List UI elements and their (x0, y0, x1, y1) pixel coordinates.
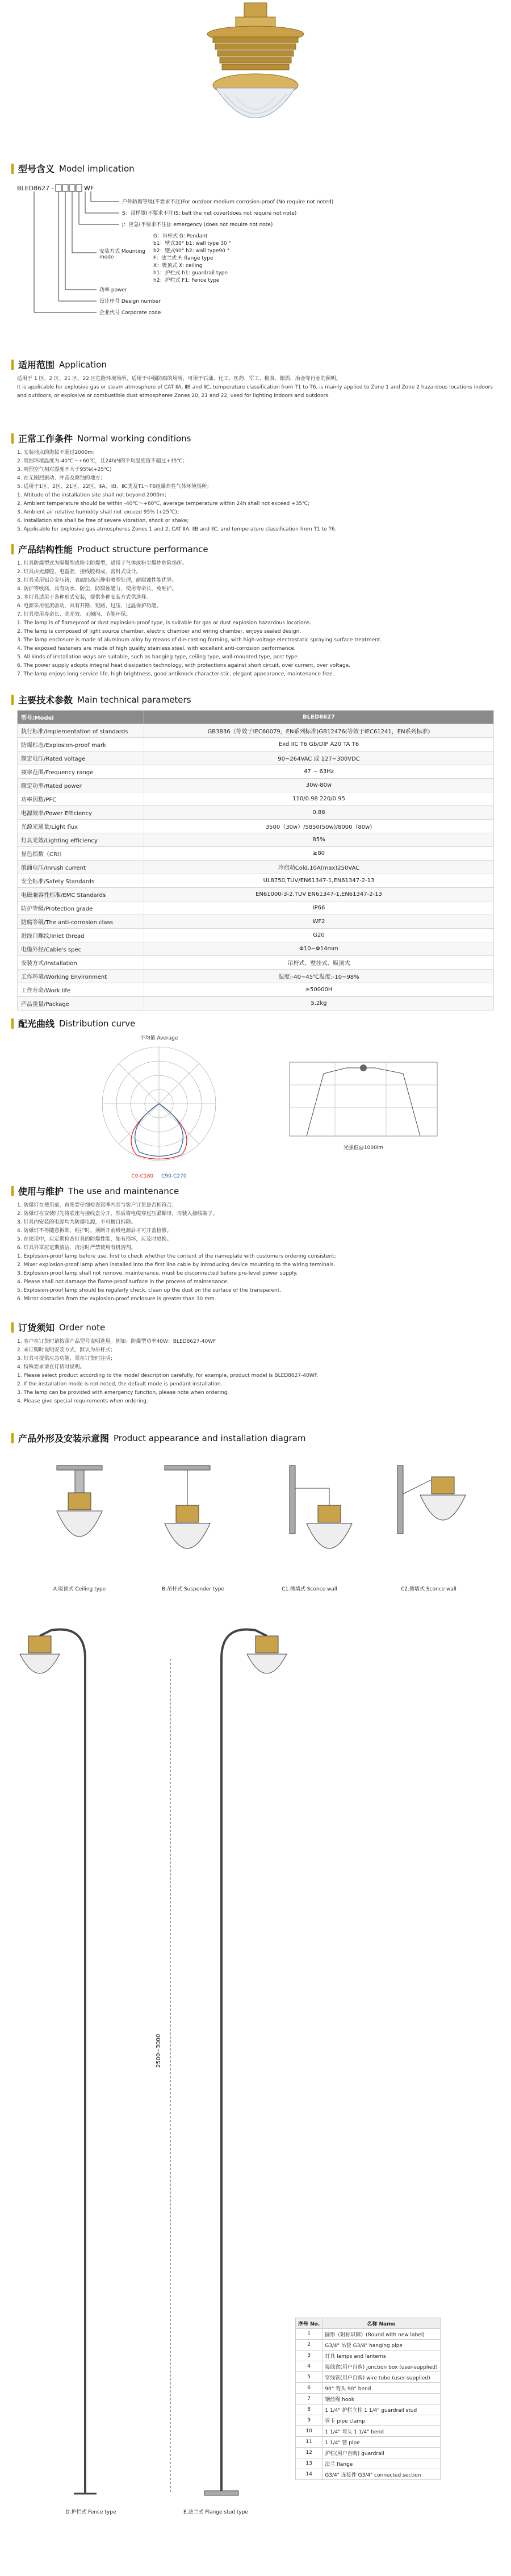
paragraph-line: 1. Please select product according to the model description carefully, for example, product model is BLED8627-40WF. (17, 1373, 319, 1379)
paragraph-line: 4. 防爆灯不得随意拆卸，维护时，须断开前级电源后才可开盖检修。 (17, 1228, 172, 1234)
table-row: 7 钢丝绳 hook (296, 2394, 441, 2404)
paragraph-line: 2. 灯具由光源腔、电器腔、接线腔构成，密封式设计。 (17, 569, 141, 575)
code-line-1: 户外防腐等级(不要求不注)For outdoor medium corrosion-proof (No require not noted) (122, 199, 334, 205)
paragraph-line: 2. Ambient temperature should be within -40℃～+60℃, average temperature within 24h shall not exceed +35℃; (17, 501, 310, 507)
table-row: 14 G3/4" 连接件 G3/4" connected section (296, 2469, 441, 2480)
paragraph-line: 7. 灯具使用寿命长、高光效、无频闪、节能环保。 (17, 612, 131, 617)
mount-item: b1：壁式30° b1: wall type 30 ° (153, 241, 232, 247)
table-row: 4 接线盒(用户自购) junction box (user-supplied) (296, 2361, 441, 2372)
table-row: 12 护栏(用户自购) guardrail (296, 2448, 441, 2458)
mount-item: h2：护栏式 F1: Fence type (153, 278, 220, 283)
paragraph-line: 1. 灯具防爆型式为隔爆型或粉尘防爆型，适用于气体或粉尘爆炸危险场所。 (17, 561, 187, 566)
svg-text:2500~3000: 2500~3000 (156, 2034, 162, 2068)
paragraph-line: 5. 本灯具适用于各种形式安装，提供多种安装方式供选择。 (17, 595, 152, 600)
table-row: 工作环境/Working Environment 温度:-40~45℃温度:-10~98% (18, 970, 494, 983)
svg-text:WF: WF (84, 185, 94, 192)
paragraph-line: 3. Explosion-proof lamp shall not remove, maintenance, must be disconnected before pre-level power supply. (17, 1271, 298, 1276)
table-row: 10 1 1/4" 弯头 1 1/4" bend (296, 2426, 441, 2437)
paragraph-line: 3. Ambient air relative humidity shall not exceed 95% (+25℃); (17, 510, 179, 515)
paragraph-line: 3. 周围空气相对湿度不大于95%(+25℃) (17, 467, 112, 473)
paragraph-line: 3. The lamp enclosure is made of aluminum alloy by means of die-casting forming, with high-voltage electrostatic spraying surface treatment. (17, 637, 382, 643)
paragraph-line: 2. If the installation mode is not noted, the default mode is pendant installation. (17, 1381, 223, 1387)
paragraph-line: 2. The lamp is composed of light source chamber, electric chamber and wiring chamber, enjoys sealed design. (17, 629, 301, 634)
table-row: 电磁兼容性标准/EMC Standards EN61000-3-2,TUV EN61347-1,EN61347-2-13 (18, 888, 494, 901)
working-text (17, 449, 494, 534)
table-row: 安全标准/Safety Standards UL8750,TUV/EN61347-1,EN61347-2-13 (18, 874, 494, 888)
table-row: 防爆标志/Explosion-proof mark Exd IIC T6 Gb/DIP A20 TA T6 (18, 738, 494, 751)
paragraph-line: 1. 防爆灯在使用前，首先要仔细检查铭牌内容与客户订货是否相符合； (17, 1203, 177, 1208)
code-line-7: 企业代号 Corporate code (99, 310, 161, 316)
table-row: 11 1 1/4" 管 pipe (296, 2437, 441, 2448)
application-text (17, 375, 494, 400)
mount-item: G：吊杆式 G: Pendant (153, 233, 208, 239)
table-row: 光源光通量/Light flux 3500（30w）/5850(50w)/8000（80w) (18, 820, 494, 833)
table-row: 执行标准/Implementation of standards GB3836（等效于IEC60079，EN系列标准)GB12476(等效于IEC61241，EN系列标准) (18, 724, 494, 738)
paragraph-line: 5. 适用于1区、2区、21区、22区，ⅡA、ⅡB、ⅡC类及T1～T6组爆炸性气体环境场所； (17, 484, 212, 490)
illuminance-diagram-icon (284, 1057, 443, 1142)
paragraph-line: 5. Explosion-proof lamp should be regularly check, clean up the dust on the surface of the transparent. (17, 1288, 282, 1293)
paragraph-line: 6. 灯具外罩应定期清洁，清洁时严禁使用有机溶剂。 (17, 1245, 136, 1251)
code-line-2: S：带样罩(不要求不注)S: belt the net cover(does not require not note) (122, 211, 297, 216)
table-row: 2 G3/4" 吊管 G3/4" hanging pipe (296, 2340, 441, 2350)
code-line-4: 安装方式 Mounting mode (99, 249, 145, 260)
paragraph-line: 1. Explosion-proof lamp before use, first to check whether the content of the nameplate with customers ordering consistent; (17, 1254, 336, 1259)
paragraph-line: 5. 在使用中，应定期检查灯具的防爆性能，如有损坏，应及时更换。 (17, 1237, 172, 1242)
table-row: 6 90° 弯头 90° bend (296, 2383, 441, 2394)
table-row: 9 管卡 pipe clamp (296, 2415, 441, 2426)
paragraph-line: 1. The lamp is of flameproof or dust explosion-proof type, is suitable for gas or dust explosion hazardous locations. (17, 620, 312, 626)
paragraph-line: 2. 防爆灯在安装时先将底座与接线盒分开，然后将电缆穿过压紧螺母，再装入接线端子。 (17, 1211, 218, 1217)
table-row: 显色指数（CRI） ≥80 (18, 847, 494, 861)
table-row: 防腐等级/The anti-corrosion class WF2 (18, 915, 494, 929)
paragraph-line: 2. 周围环境温度为-40℃～+60℃，且24h内的平均温度值不超过+35℃； (17, 458, 188, 464)
paragraph-line: 适用于 1 区、2 区、21 区、22 区危险环境场所，适用于中强防腐的场所，可用于石油、化工、医药、军工、粮食、酿酒、冶金等行业的照明。 (17, 376, 341, 382)
paragraph-line: 3. 灯具采用铝合金压铸，表面经高压静电喷塑处理，耐腐蚀性能优异。 (17, 578, 177, 583)
lamp-product-icon (196, 0, 315, 145)
table-row: 13 法兰 flange (296, 2458, 441, 2469)
polar-curve: 平均值 Average C0-C180 C90-C270 (85, 1034, 233, 1170)
paragraph-line: 6. 电源采用恒流驱动，具有开路、短路、过压、过温保护功能。 (17, 603, 162, 609)
illuminance-chart: 光强值@1000lm (284, 1057, 443, 1153)
application-section-title: 适用范围 Application (11, 358, 107, 371)
mount-item: X：吸顶式 X: ceiling (153, 263, 203, 269)
paragraph-line: 1. 客户在订货时请按照产品型号说明选用。例如：防爆型功率40W：BLED8627-40WF (17, 1339, 216, 1345)
code-line-3: J：应急(不要求不注)J: emergency (does not require not note) (122, 222, 273, 228)
paragraph-line: 6. Mirror obstacles from the explosion-proof enclosure is greater than 30 mm. (17, 1296, 216, 1302)
table-row: 产品重量/Package 5.2kg (18, 997, 494, 1011)
install-captions: A.吸顶式 Ceiling type B.吊杆式 Suspender type C1.侧墙式 Sconce wall C2.侧墙式 Sconce wall (53, 1586, 456, 1592)
code-line-6: 设计序号 Design number (99, 299, 161, 304)
paragraph-line: 3. The lamp can be provided with emergency function, please note when ordering. (17, 1390, 229, 1396)
hero-image (0, 0, 511, 148)
paragraph-line: 6. The power supply adopts integral heat dissipation technology, with protections against short circuit, over current, over voltage. (17, 663, 350, 669)
table-row: 1 圆形（附标识牌）(Round with new label) (296, 2329, 441, 2340)
table-row: 功率因数/PFC 110/0.98 220/0.95 (18, 792, 494, 806)
pole-diagrams (17, 1613, 301, 2550)
polar-diagram-icon (85, 1041, 233, 1172)
paragraph-line: 4. The exposed fasteners are made of high quality stainless steel, with excellent anti-corrosion performance. (17, 646, 296, 652)
table-row: 额定功率/Rated power 30w-80w (18, 779, 494, 792)
curve-section-title: 配光曲线 Distribution curve (11, 1017, 135, 1030)
table-row: 电缆外径/Cable's spec Φ10~Φ14mm (18, 942, 494, 956)
table-row: 工作寿命/Work life ≥50000H (18, 983, 494, 997)
paragraph-line: 1. Altitude of the installation site shall not beyond 2000m; (17, 492, 166, 498)
paragraph-line: 4. Please give special requirements when ordering. (17, 1398, 148, 1404)
parts-table: 序号 No. 名称 Name 1 圆形（附标识牌）(Round with new label) 2 G3/4" 吊管 G3/4" hanging pipe 3 灯具 lamps and lanterns 4 接线盒(用户自购) junction box (user-supplied) 5 穿线管(用户自购) wire tube (user-supplied) 6 90° 弯头 90° bend 7 钢丝绳 hook 8 1 1/4" 护栏立柱 1 1/4" guardrail stud 9 管卡 pipe clamp 10 1 1/4" 弯头 1 1/4" bend 11 1 1/4" 管 pipe 12 护栏(用户自购) guardrail 13 法兰 flange 14 G3/4" 连接件 G3/4" connected section (295, 2318, 441, 2480)
mount-item: b2：壁式90° b2: wall type90 ° (153, 248, 230, 254)
paragraph-line: 4. 防护等级高，具有防水、防尘、防腐蚀能力，使用寿命长，免维护。 (17, 586, 177, 592)
parts-table-wrap (295, 2318, 441, 2480)
mount-item: h1：护栏式 h1: guardrail type (153, 270, 228, 276)
paragraph-line: 2. 未订购时说明安装方式，默认为吊杆式； (17, 1347, 116, 1353)
table-row: 频率范围/Frequency range 47 ~ 63Hz (18, 765, 494, 779)
model-code-diagram (17, 179, 494, 344)
structure-section-title: 产品结构性能 Product structure performance (11, 542, 208, 556)
maintenance-text (17, 1201, 494, 1304)
model-section-title: 型号含义 Model implication (11, 162, 135, 175)
table-row: 5 穿线管(用户自购) wire tube (user-supplied) (296, 2372, 441, 2383)
technical-section-title: 主要技术参数 Main technical parameters (11, 693, 191, 706)
install-section-title: 产品外形及安装示意图 Product appearance and installation diagram (11, 1431, 305, 1444)
paragraph-line: 4. Installation site shall be free of severe vibration, shock or shake; (17, 518, 189, 524)
pole-captions: D.护栏式 Fence type E.法兰式 Flange stud type (65, 2510, 249, 2515)
table-row: 3 灯具 lamps and lanterns (296, 2350, 441, 2361)
paragraph-line: It is applicable for explosive gas or steam atmosphere of CAT ⅡA, ⅡB and ⅡC, temperature classification from T1 to T6, is mainly applied to Zone 1 and Zone 2 hazardous locations indoors and outdoors, or explosive or combustible dust atmospheres Zones 20, 21 and 22, used for lighting indoors and outdoors. (17, 385, 493, 399)
order-section-title: 订货须知 Order note (11, 1321, 105, 1334)
spec-table: 型号/Model BLED8627 执行标准/Implementation of standards GB3836（等效于IEC60079，EN系列标准)GB12476(等效于IEC61241，EN系列标准) 防爆标志/Explosion-proof mark Exd IIC T6 Gb/DIP A20 TA T6 额定电压/Rated voltage 90~264VAC 或 127~300VDC 频率范围/Frequency range 47 ~ 63Hz 额定功率/Rated power 30w-80w 功率因数/PFC 110/0.98 220/0.95 电源效率/Power Efficiency 0.88 光源光通量/Light flux 3500（30w）/5850(50w)/8000（80w) 灯具光效/Lighting efficiency 85% 显色指数（CRI） ≥80 浪涌电压/Inrush current 冷启动Cold,10A(max)250VAC 安全标准/Safety Standards UL8750,TUV/EN61347-1,EN61347-2-13 电磁兼容性标准/EMC Standards EN61000-3-2,TUV EN61347-1,EN61347-2-13 防护等级/Protection grade IP66 防腐等级/The anti-corrosion class WF2 进线口螺纹/Inlet thread G20 电缆外径/Cable's spec Φ10~Φ14mm 安装方式/Installation 吊杆式、壁挂式、吸顶式 工作环境/Working Environment 温度:-40~45℃温度:-10~98% 工作寿命/Work life ≥50000H 产品重量/Package 5.2kg (17, 710, 494, 1011)
paragraph-line: 1. 安装地点的海拔不超过2000m； (17, 450, 98, 456)
svg-text:BLED8627 -: BLED8627 - (17, 185, 54, 192)
paragraph-line: 3. 灯具内安装的电源均为防爆电源，不可擅自拆除。 (17, 1220, 136, 1225)
paragraph-line: 5. All kinds of installation ways are suitable, such as hanging type, ceiling type, wall-mounted type, post type. (17, 654, 299, 660)
working-section-title: 正常工作条件 Normal working conditions (11, 432, 191, 445)
paragraph-line: 4. 特殊要求请在订货时说明。 (17, 1364, 85, 1370)
code-line-5: 功率 power (99, 287, 127, 293)
order-text (17, 1338, 494, 1406)
table-row: 额定电压/Rated voltage 90~264VAC 或 127~300VDC (18, 751, 494, 765)
paragraph-line: 4. Please shall not damage the flame-proof surface in the process of maintenance. (17, 1279, 229, 1285)
mount-item: F：法兰式 F: flange type (153, 256, 213, 261)
structure-text (17, 560, 494, 679)
maintenance-section-title: 使用与维护 The use and maintenance (11, 1184, 179, 1197)
spec-table-wrap (17, 710, 494, 1011)
paragraph-line: 4. 在无剧烈振动、冲击及腐蚀的地方； (17, 475, 106, 481)
table-row: 灯具光效/Lighting efficiency 85% (18, 833, 494, 847)
table-row: 安装方式/Installation 吊杆式、壁挂式、吸顶式 (18, 956, 494, 970)
table-row: 防护等级/Protection grade IP66 (18, 901, 494, 915)
table-row: 浪涌电压/Inrush current 冷启动Cold,10A(max)250VAC (18, 861, 494, 874)
table-row: 进线口螺纹/Inlet thread G20 (18, 929, 494, 942)
table-row: 8 1 1/4" 护栏立柱 1 1/4" guardrail stud (296, 2404, 441, 2415)
paragraph-line: 2. Mixer explosion-proof lamp when installed into the first line cable by introducing device mounting to the wiring terminals. (17, 1262, 336, 1268)
paragraph-line: 7. The lamp enjoys long service life, high brightness, good antiknock characteristic, elegant appearance, maintenance free. (17, 671, 334, 677)
paragraph-line: 3. 灯具可提供应急功能，需在订货时注明； (17, 1356, 116, 1362)
paragraph-line: 5. Applicable for explosive gas atmospheres Zones 1 and 2, CAT ⅡA, ⅡB and ⅡC, and temperature classification from T1 to T6. (17, 527, 337, 532)
mount-list (153, 233, 231, 285)
table-row: 电源效率/Power Efficiency 0.88 (18, 806, 494, 820)
